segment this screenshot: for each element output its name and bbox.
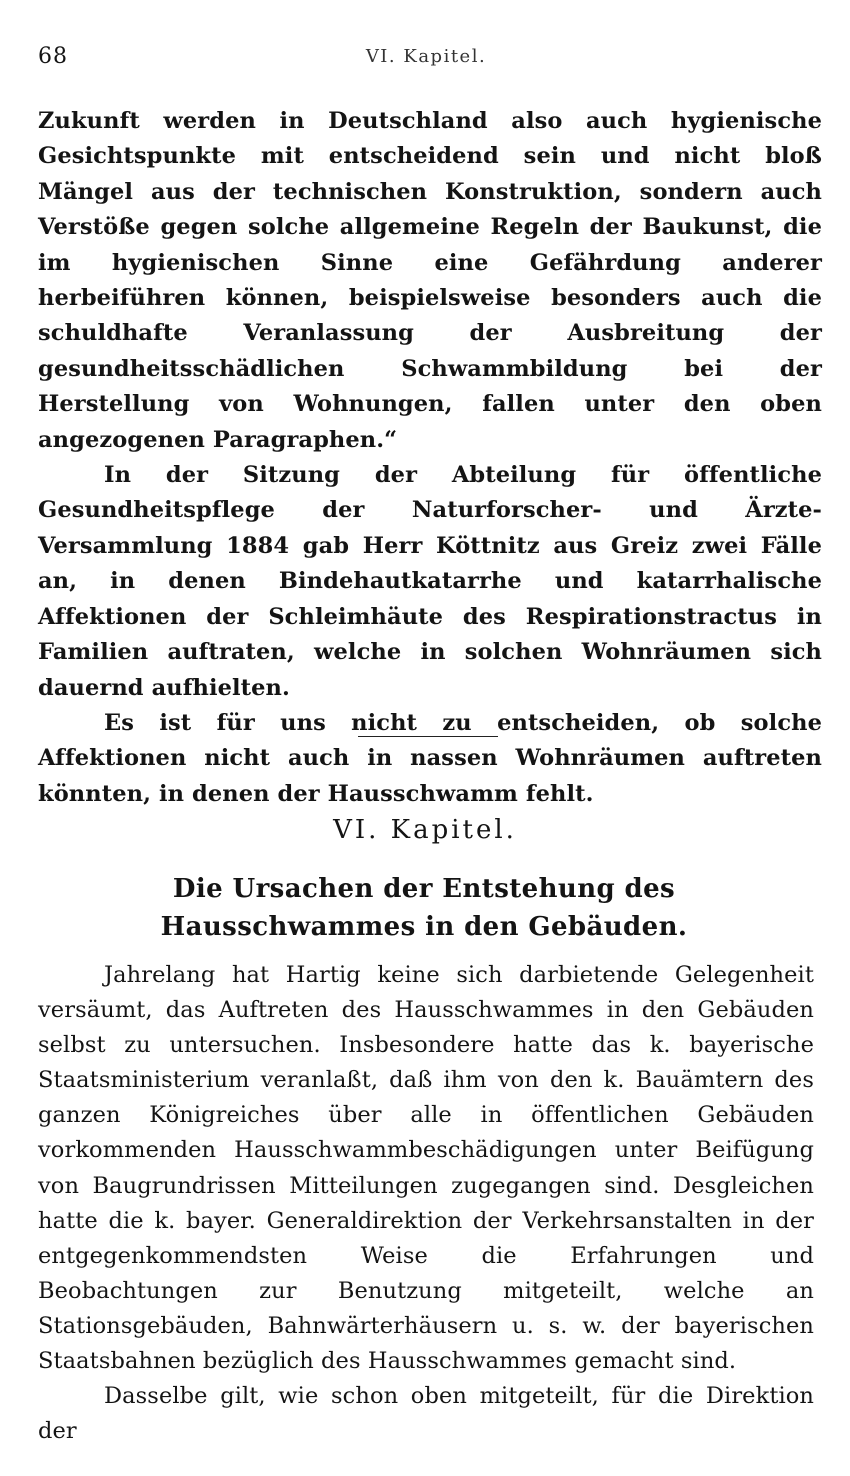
text-block-chapter — [38, 958, 814, 1449]
paragraph-continued: Zukunft werden in Deutschland also auch hygienische Gesichtspunkte mit entscheidend sein und nicht bloß Mängel aus der technischen Konstruktion, sondern auch Verstöße gegen solche allgemeine Regeln der Baukunst, die im hygienischen Sinne eine Gefährdung anderer herbeiführen können, beispielsweise besonders auch die schuldhafte Veranlassung der Ausbreitung der gesundheitsschädlichen Schwammbildung bei der Herstellung von Wohnungen, fallen unter den oben angezogenen Paragraphen.“ — [38, 108, 822, 453]
paragraph-affektionen: Es ist für uns nicht zu entscheiden, ob solche Affektionen nicht auch in nassen Wohnräumen auftreten könnten, in denen der Hausschwamm fehlt. — [38, 709, 822, 807]
paragraph-sitzung: In der Sitzung der Abteilung für öffentliche Gesundheitspflege der Naturforscher- und Ärzte-Versammlung 1884 gab Herr Köttnitz aus Greiz zwei Fälle an, in denen Bindehautkatarrhe und katarrhalische Affektionen der Schleimhäute des Respirationstractus in Familien auftraten, welche in solchen Wohnräumen sich dauernd aufhielten. — [38, 462, 822, 701]
section-divider — [358, 736, 498, 737]
chapter-heading: VI. Kapitel. — [333, 815, 517, 845]
paragraph-hartig: Jahrelang hat Hartig keine sich darbietende Gelegenheit versäumt, das Auftreten des Hausschwammes in den Gebäuden selbst zu untersuchen. Insbesondere hatte das k. bayerische Staatsministerium veranlaßt, daß ihm von den k. Bauämtern des ganzen Königreiches über alle in öffentlichen Gebäuden vorkommenden Hausschwammbeschädigungen unter Beifügung von Baugrundrissen Mitteilungen zugegangen sind. Desgleichen hatte die k. bayer. Generaldirektion der Verkehrsanstalten in der entgegenkommendsten Weise die Erfahrungen und Beobachtungen zur Benutzung mitgeteilt, welche an Stationsgebäuden, Bahnwärterhäusern u. s. w. der bayerischen Staatsbahnen bezüglich des Hausschwammes gemacht sind. — [38, 962, 814, 1375]
page-header — [38, 44, 814, 78]
text-block-top — [38, 104, 822, 812]
page-number: 68 — [38, 44, 68, 69]
paragraph-direktion: Dasselbe gilt, wie schon oben mitgeteilt, für die Direktion der — [38, 1383, 814, 1445]
running-head: VI. Kapitel. — [365, 46, 487, 67]
chapter-title: Die Ursachen der Entstehung des Hausschwammes in den Gebäuden. — [160, 874, 688, 942]
